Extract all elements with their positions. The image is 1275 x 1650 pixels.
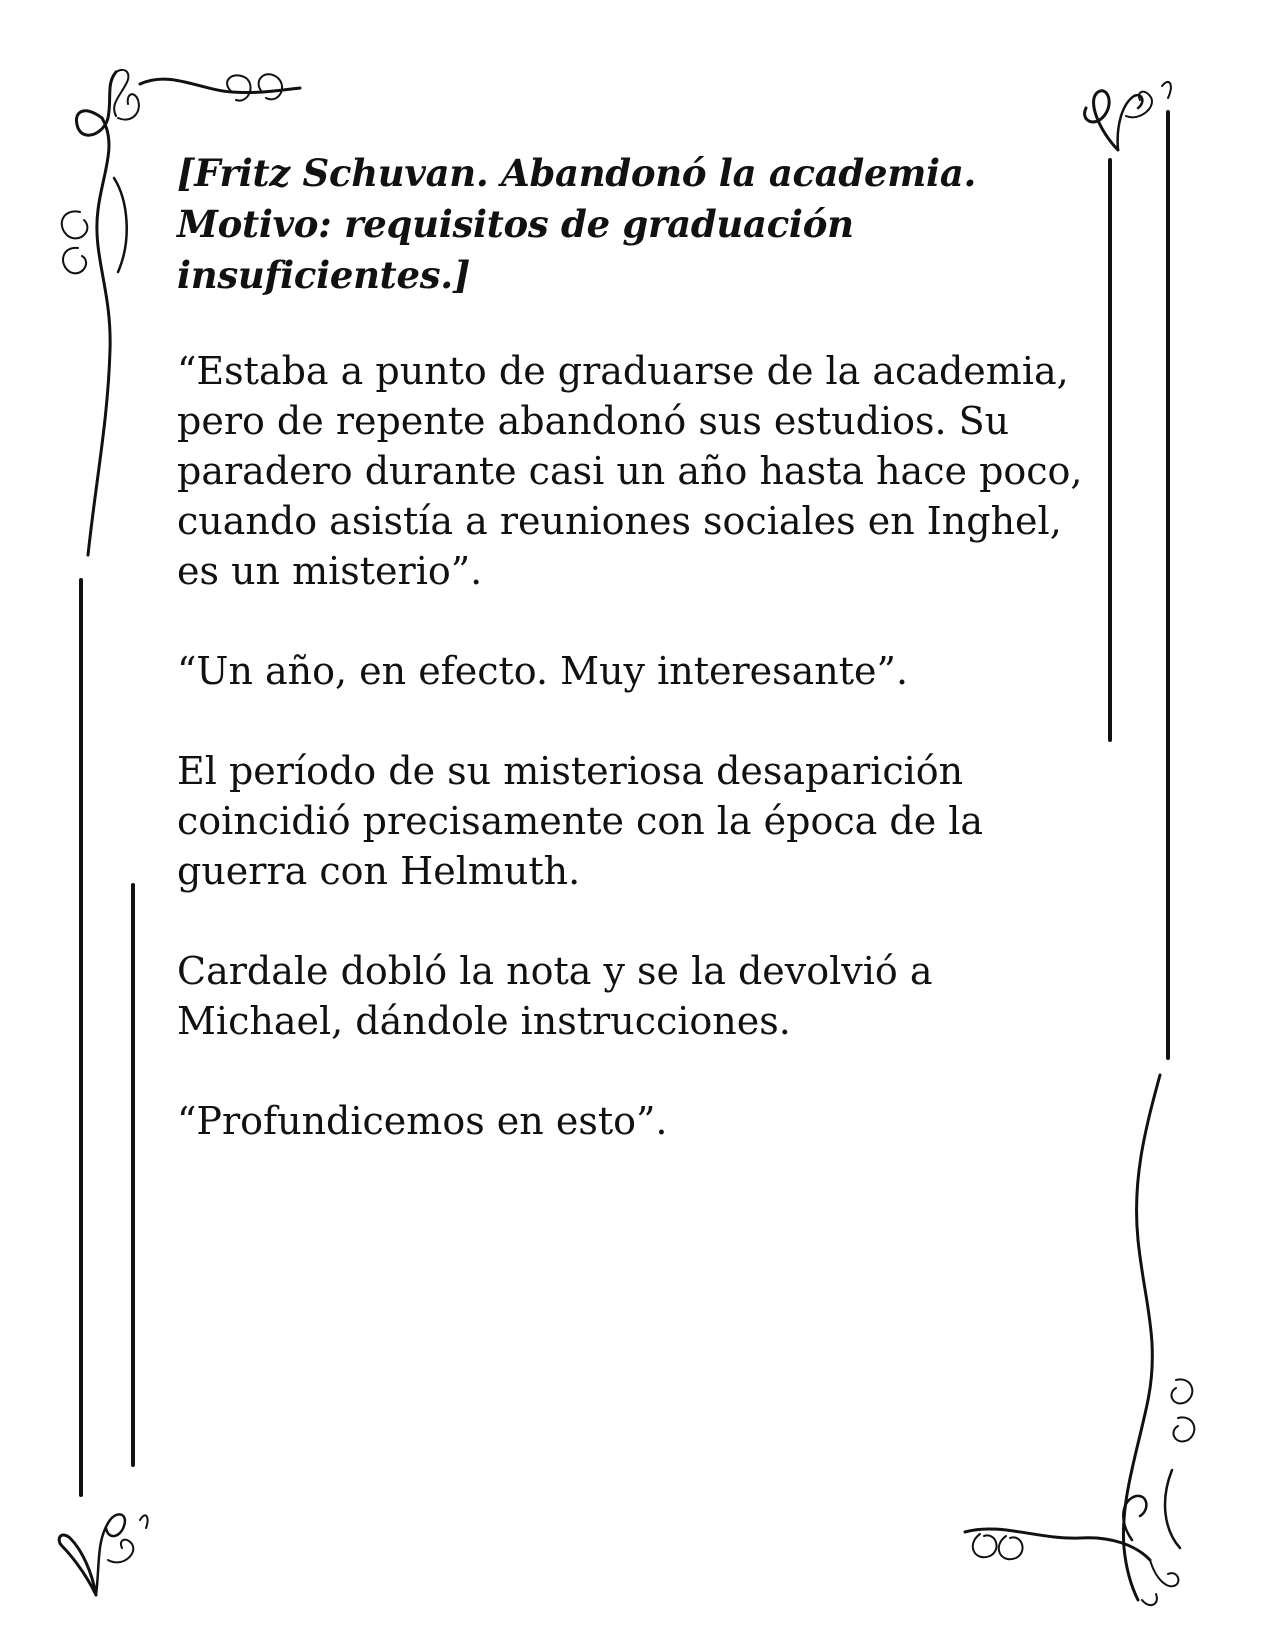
paragraph-4: Cardale dobló la nota y se la devolvió a Michael, dándole instrucciones. <box>177 949 933 1043</box>
paragraph-1: “Estaba a punto de graduarse de la academia, pero de repente abandonó sus estudios. Su paradero durante casi un año hasta hace poco, cuando asistía a reuniones sociales en Inghel, es un misterio”. <box>177 349 1083 593</box>
page-text-block <box>177 148 1107 1196</box>
right-lower-flourish-ornament <box>1123 1075 1194 1600</box>
paragraph-3: El período de su misteriosa desaparición coincidió precisamente con la época de la guerra con Helmuth. <box>177 749 984 893</box>
paragraph-5: “Profundicemos en esto”. <box>177 1099 668 1143</box>
note-heading: [Fritz Schuvan. Abandonó la academia. Motivo: requisitos de graduación insuficientes.] <box>177 151 977 297</box>
paragraph-2: “Un año, en efecto. Muy interesante”. <box>177 649 909 693</box>
bottom-left-flourish-ornament <box>59 1514 147 1595</box>
bottom-right-flourish-ornament <box>965 1496 1178 1605</box>
